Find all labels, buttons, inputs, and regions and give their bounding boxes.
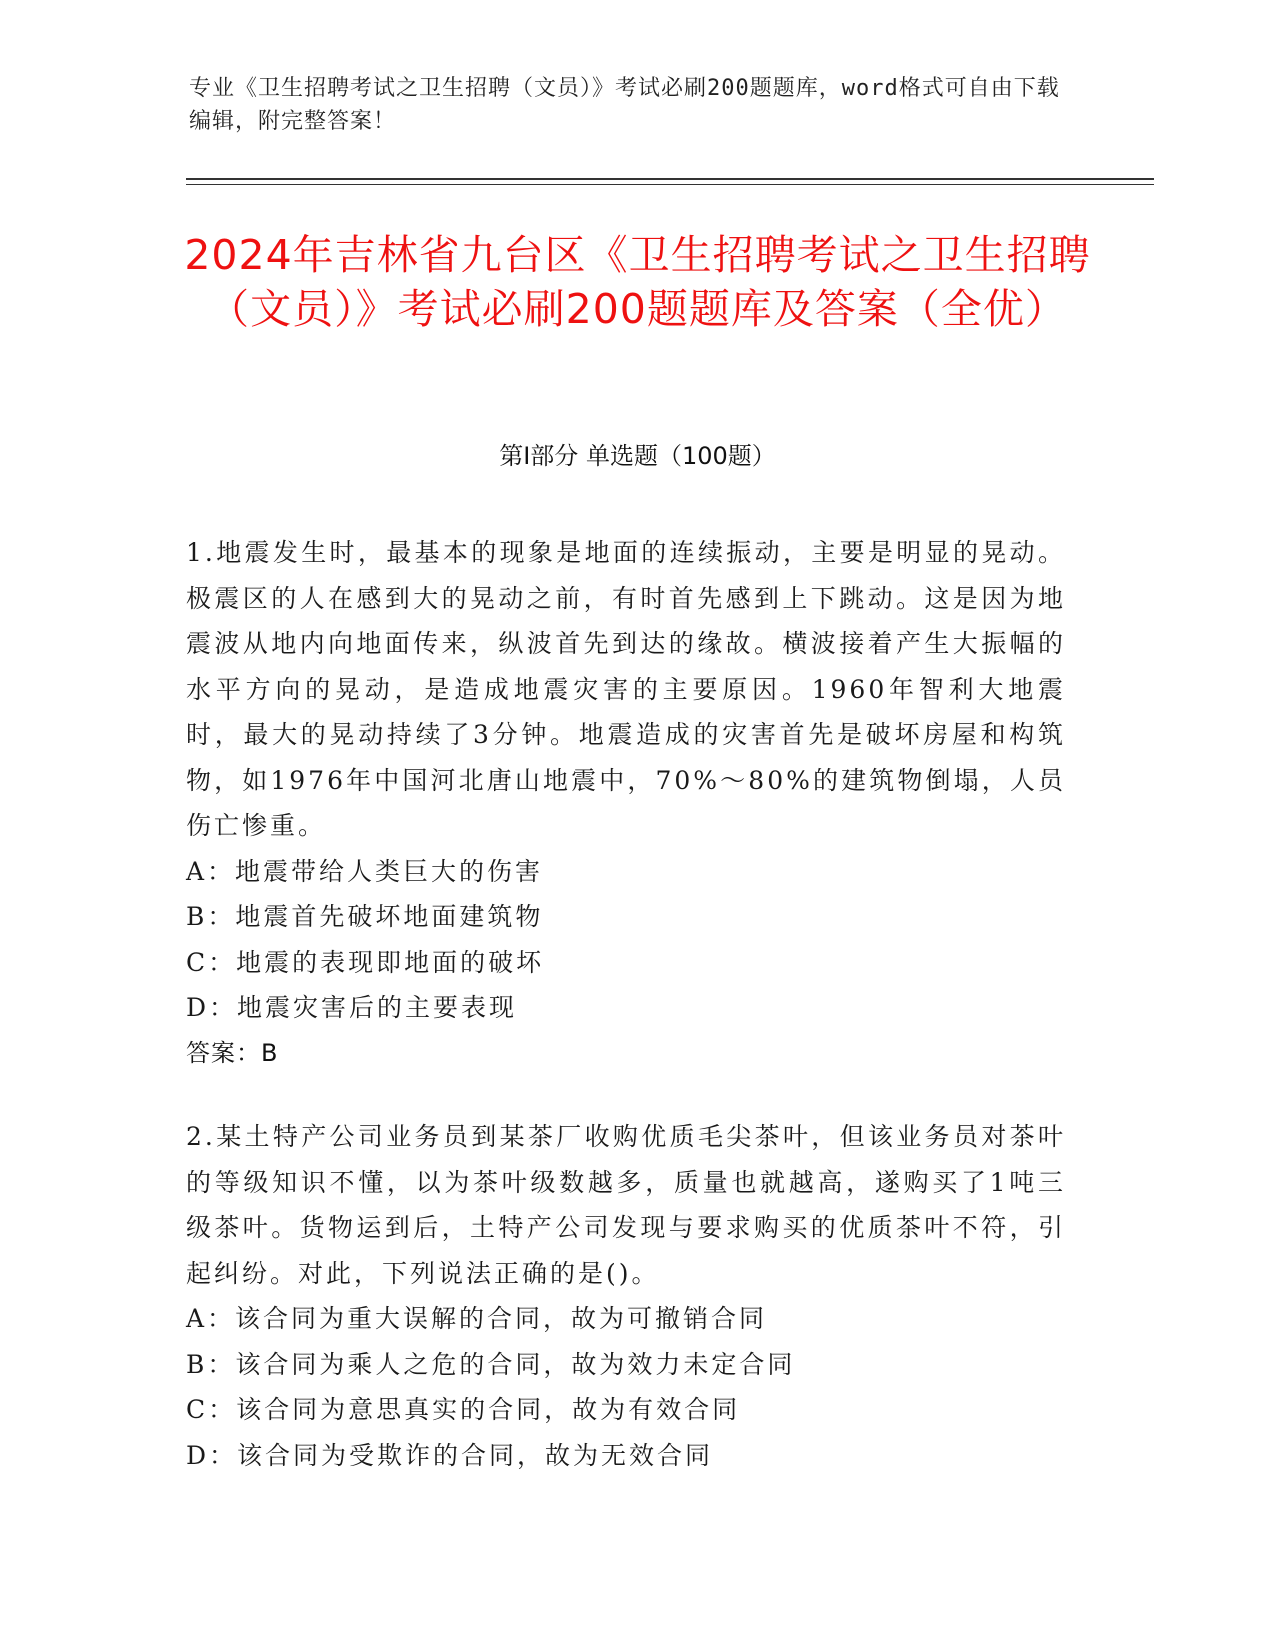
option-a: A：地震带给人类巨大的伤害: [186, 856, 544, 886]
option-c: C：地震的表现即地面的破坏: [186, 947, 545, 977]
option-d: D：地震灾害后的主要表现: [186, 993, 518, 1022]
document-title: 2024年吉林省九台区《卫生招聘考试之卫生招聘（文员）》考试必刷200题题库及答案（全优）: [184, 231, 1091, 333]
option-c: C：该合同为意思真实的合同，故为有效合同: [186, 1395, 741, 1424]
option-d: D：该合同为受欺诈的合同，故为无效合同: [186, 1440, 714, 1470]
header-rule-thin: [186, 184, 1154, 185]
question-stem: 1.地震发生时，最基本的现象是地面的连续振动，主要是明显的晃动。极震区的人在感到大的晃动之前，有时首先感到上下跳动。这是因为地震波从地内向地面传来，纵波首先到达的缘故。横波接着产生大振幅的水平方向的晃动，是造成地震灾害的主要原因。1960年智利大地震时，最大的晃动持续了3分钟。地震造成的灾害首先是破坏房屋和构筑物，如1976年中国河北唐山地震中，70%～80%的建筑物倒塌，人员伤亡惨重。: [186, 538, 1066, 840]
question-stem: 2.某土特产公司业务员到某茶厂收购优质毛尖茶叶，但该业务员对茶叶的等级知识不懂，以为茶叶级数越多，质量也就越高，遂购买了1吨三级茶叶。货物运到后，土特产公司发现与要求购买的优质茶叶不符，引起纠纷。对此，下列说法正确的是()。: [186, 1122, 1066, 1288]
header-note: 专业《卫生招聘考试之卫生招聘（文员）》考试必刷200题题库，word格式可自由下载编辑，附完整答案！: [189, 76, 1060, 134]
option-a: A：该合同为重大误解的合同，故为可撤销合同: [186, 1304, 768, 1333]
question-block: [186, 1114, 1066, 1478]
header-rule-thick: [186, 178, 1154, 180]
option-b: B：地震首先破坏地面建筑物: [186, 902, 544, 931]
section-heading: 第Ⅰ部分 单选题（100题）: [499, 442, 776, 470]
answer-line: 答案：B: [186, 1038, 279, 1067]
option-b: B：该合同为乘人之危的合同，故为效力未定合同: [186, 1349, 796, 1379]
question-block: [186, 530, 1066, 1076]
